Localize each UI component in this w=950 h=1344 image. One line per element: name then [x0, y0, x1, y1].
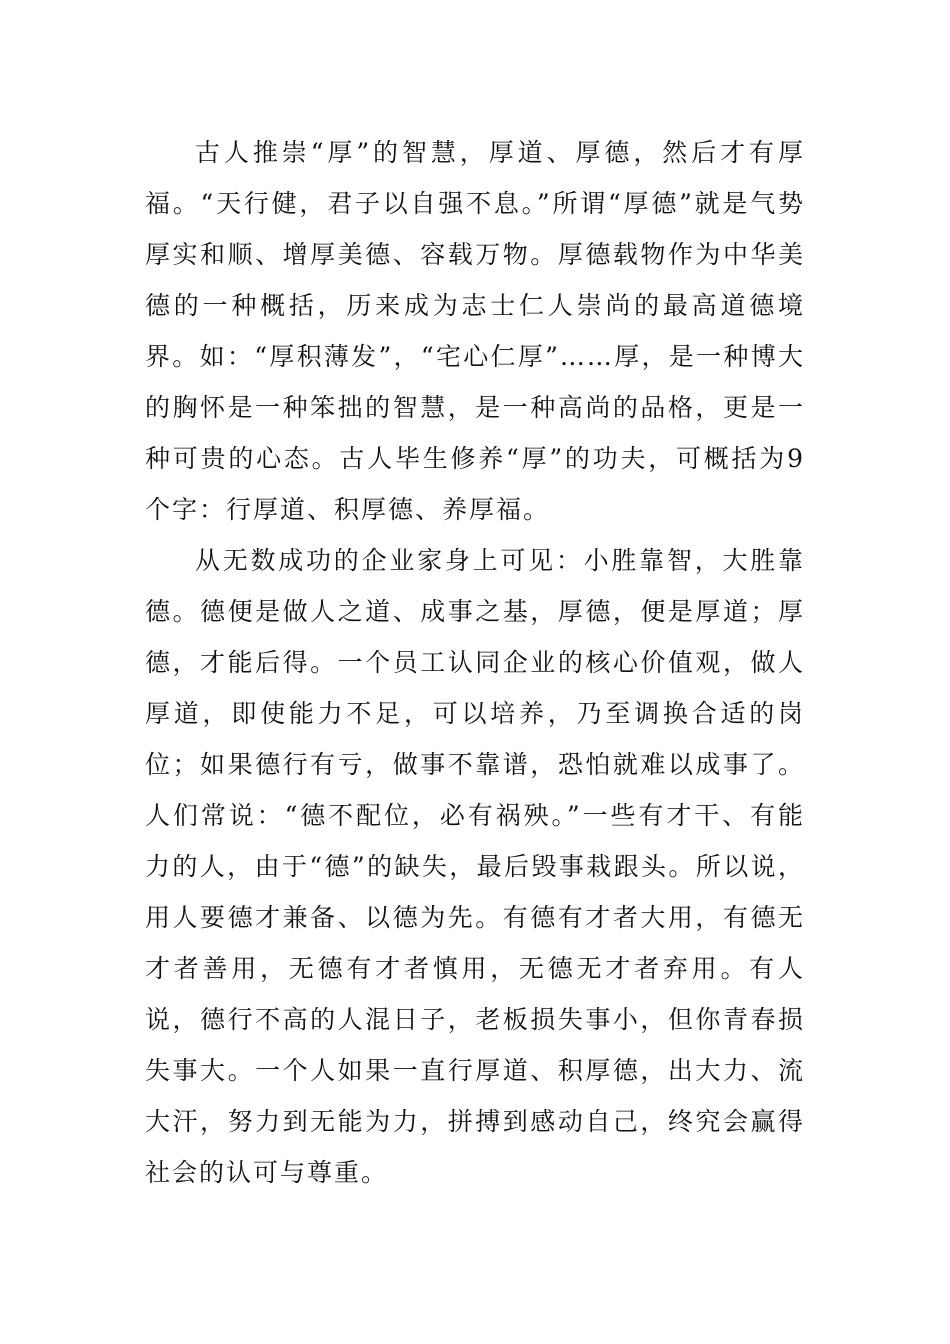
paragraph-1: 古人推崇“厚”的智慧，厚道、厚德，然后才有厚福。“天行健，君子以自强不息。”所谓“厚德”就是气势厚实和顺、增厚美德、容载万物。厚德载物作为中华美德的一种概括，历来成为志士仁人崇尚的最高道德境界。如：“厚积薄发”，“宅心仁厚”……厚，是一种博大的胸怀是一种笨拙的智慧，是一种高尚的品格，更是一种可贵的心态。古人毕生修养“厚”的功夫，可概括为9个字：行厚道、积厚德、养厚福。 — [145, 138, 805, 524]
paragraph-2: 从无数成功的企业家身上可见：小胜靠智，大胜靠德。德便是做人之道、成事之基，厚德，便是厚道；厚德，才能后得。一个员工认同企业的核心价值观，做人厚道，即使能力不足，可以培养，乃至调换合适的岗位；如果德行有亏，做事不靠谱，恐怕就难以成事了。人们常说：“德不配位，必有祸殃。”一些有才干、有能力的人，由于“德”的缺失，最后毁事栽跟头。所以说，用人要德才兼备、以德为先。有德有才者大用，有德无才者善用，无德有才者慎用，无德无才者弃用。有人说，德行不高的人混日子，老板损失事小，但你青春损失事大。一个人如果一直行厚道、积厚德，出大力、流大汗，努力到无能为力，拼搏到感动自己，终究会赢得社会的认可与尊重。 — [145, 546, 805, 1187]
document-body — [145, 127, 805, 1198]
